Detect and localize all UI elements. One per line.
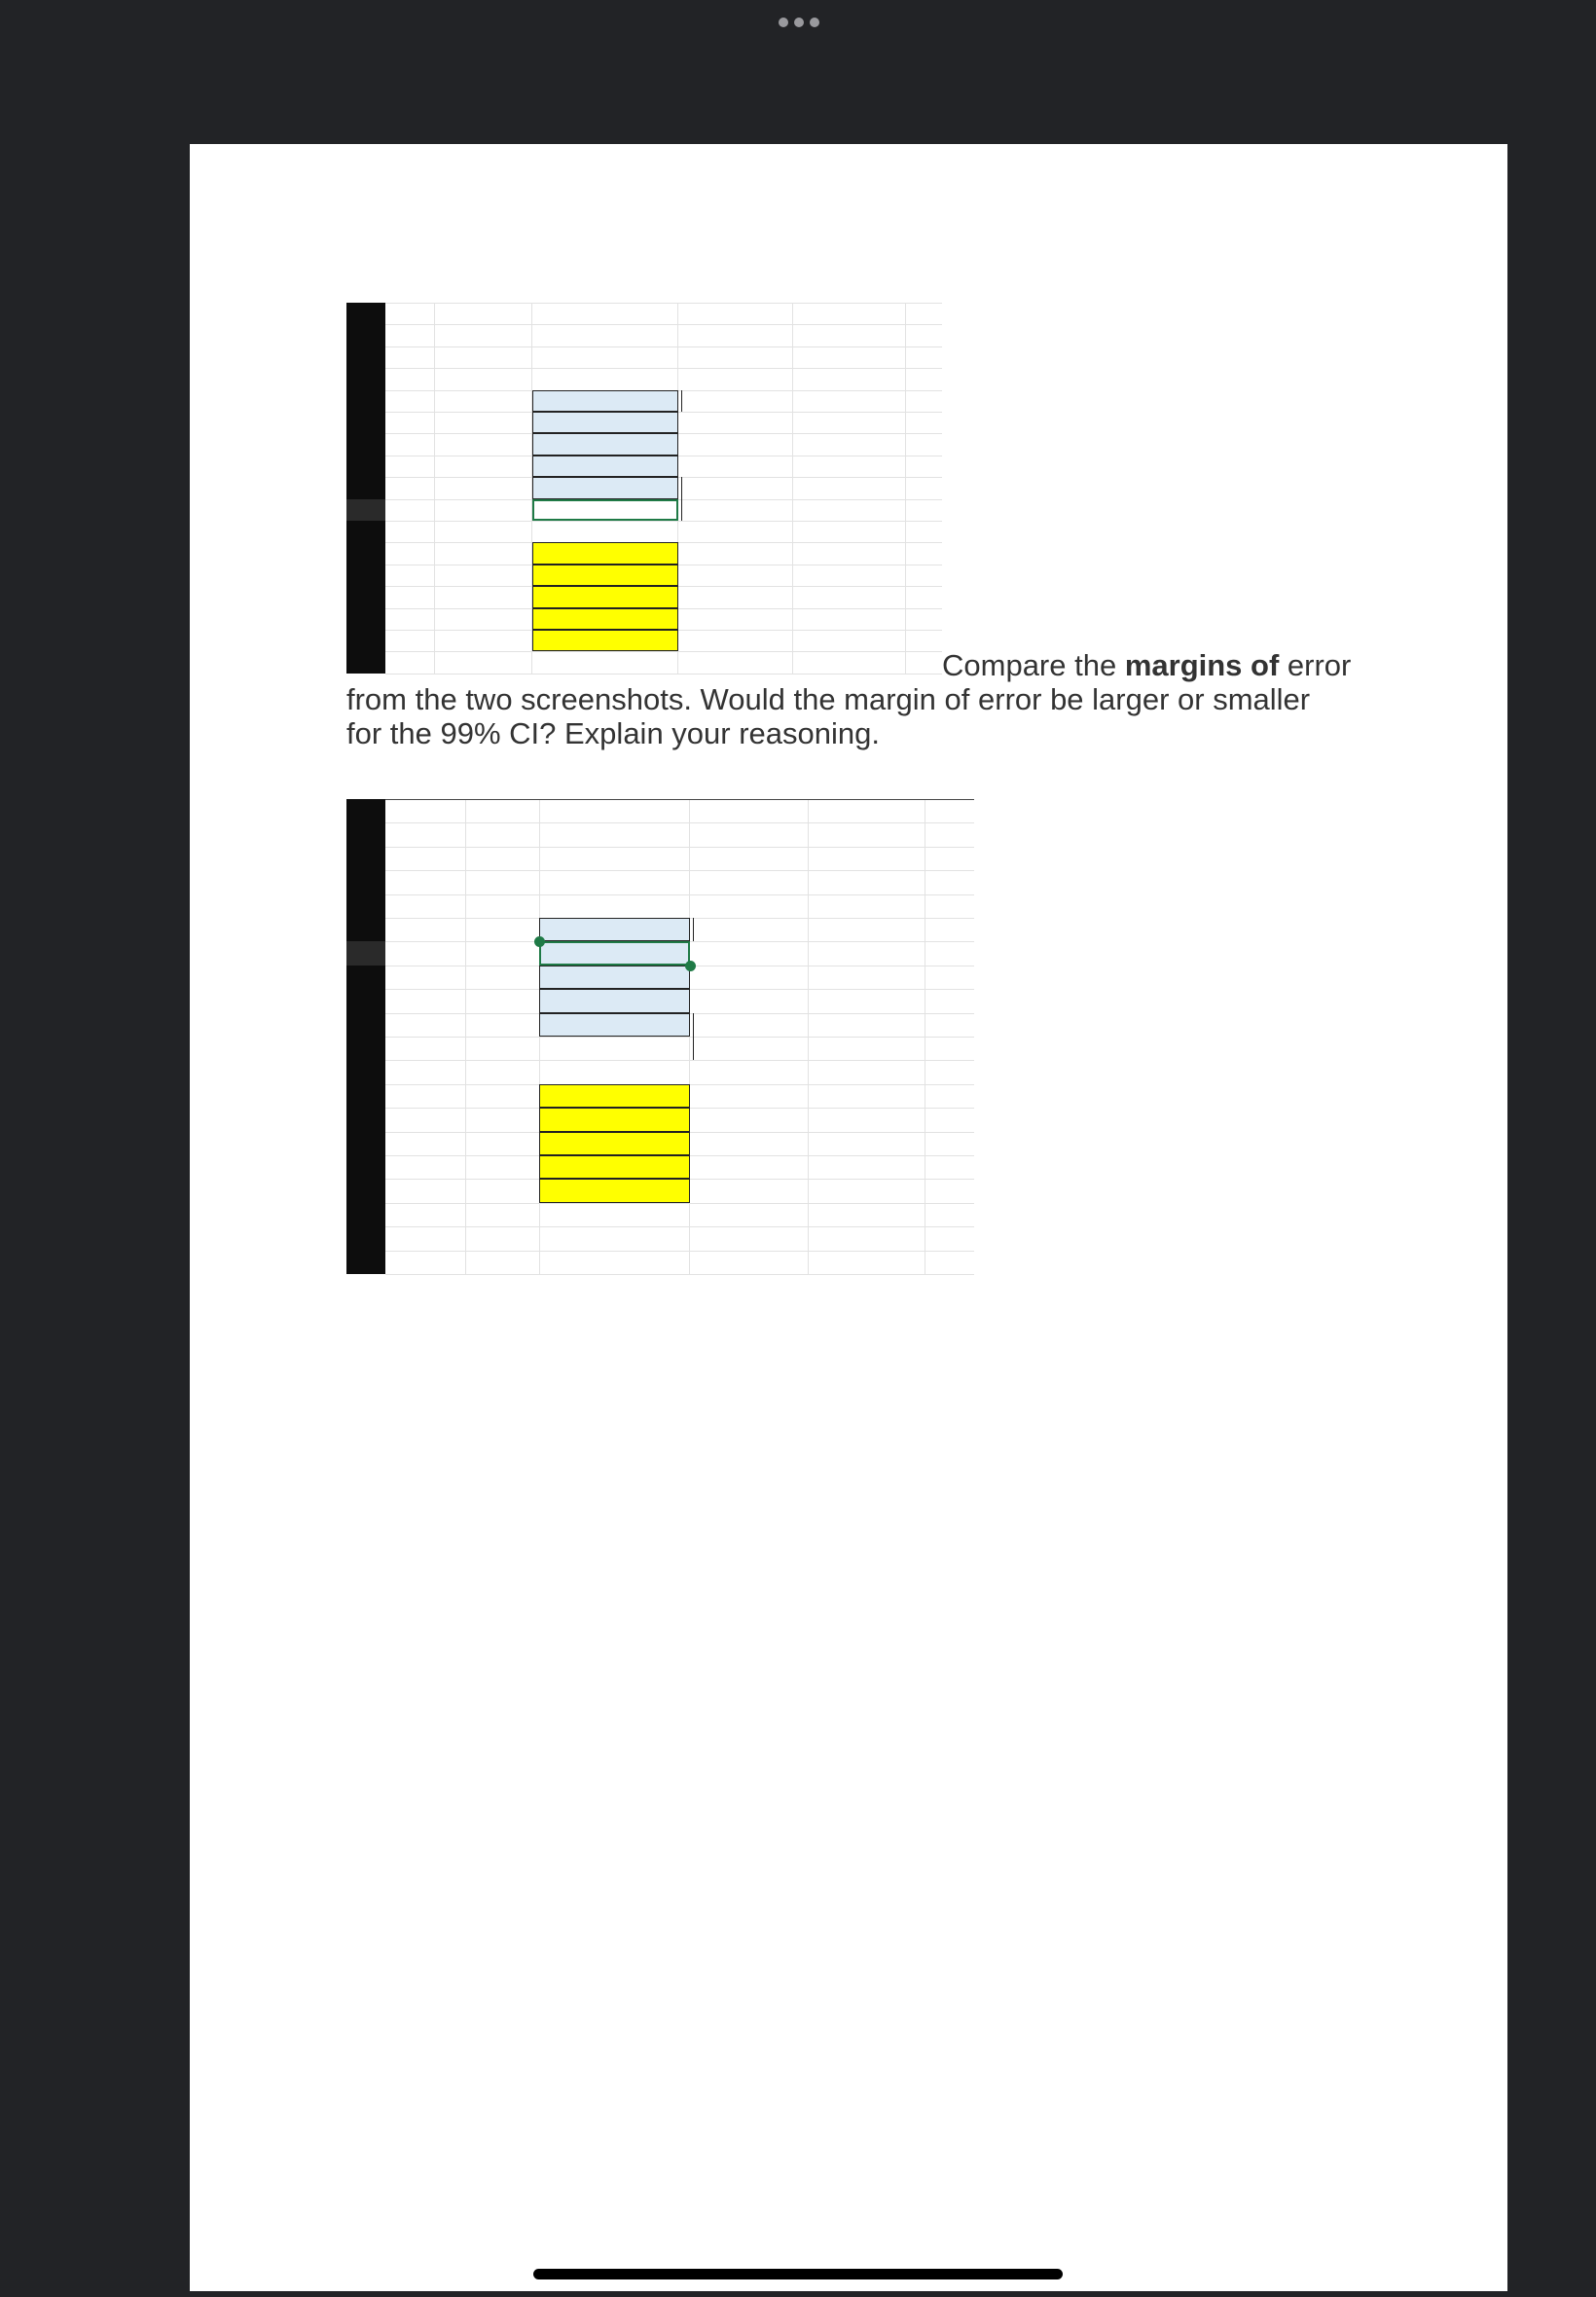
- row-header[interactable]: [346, 651, 385, 673]
- output-cell[interactable]: [539, 1108, 690, 1131]
- output-label: [405, 608, 530, 630]
- gridline: [385, 346, 942, 347]
- output-label: [405, 1108, 537, 1131]
- output-label: [405, 630, 530, 651]
- input-cell[interactable]: [532, 412, 678, 433]
- output-cell[interactable]: [539, 1084, 690, 1108]
- home-indicator[interactable]: [533, 2269, 1063, 2279]
- output-label: [405, 1084, 537, 1108]
- row-header[interactable]: [346, 521, 385, 542]
- output-cell[interactable]: [539, 1155, 690, 1179]
- input-cell[interactable]: [532, 433, 678, 455]
- input-label: [405, 477, 530, 498]
- gridline: [385, 1226, 974, 1227]
- output-cell[interactable]: [532, 565, 678, 586]
- row-header[interactable]: [346, 586, 385, 607]
- row-header[interactable]: [346, 303, 385, 324]
- gridline: [385, 1037, 974, 1038]
- gridline: [385, 1060, 974, 1061]
- row-header[interactable]: [346, 477, 385, 498]
- row-header[interactable]: [346, 799, 385, 822]
- gridline: [385, 894, 974, 895]
- gridline: [689, 799, 690, 1274]
- output-label: [405, 1155, 537, 1179]
- row-header[interactable]: [346, 941, 385, 965]
- input-label: [405, 941, 537, 965]
- input-note: [681, 477, 684, 498]
- input-label: [405, 390, 530, 412]
- more-options-icon[interactable]: [779, 18, 819, 29]
- row-header[interactable]: [346, 412, 385, 433]
- output-label: [405, 1179, 537, 1202]
- row-header[interactable]: [346, 1179, 385, 1202]
- gridline: [465, 799, 466, 1274]
- input-cell[interactable]: [532, 456, 678, 477]
- gridline: [385, 1274, 974, 1275]
- row-header[interactable]: [346, 390, 385, 412]
- row-header[interactable]: [346, 324, 385, 346]
- row-header[interactable]: [346, 847, 385, 870]
- input-label: [405, 456, 530, 477]
- row-header[interactable]: [346, 1226, 385, 1250]
- spreadsheet-screenshot-99: [346, 799, 974, 1284]
- input-label: [405, 412, 530, 433]
- gridline: [539, 799, 540, 1274]
- gridline: [808, 799, 809, 1274]
- gridline: [905, 303, 906, 674]
- row-header[interactable]: [346, 499, 385, 521]
- gridline: [385, 822, 974, 823]
- question-line-3: for the 99% CI? Explain your reasoning.: [346, 716, 880, 750]
- selection-border[interactable]: [539, 941, 690, 965]
- row-header[interactable]: [346, 966, 385, 989]
- input-cell[interactable]: [539, 966, 690, 989]
- row-header[interactable]: [346, 565, 385, 586]
- spreadsheet-screenshot-95: [346, 303, 942, 673]
- input-label: [405, 989, 537, 1012]
- gridline: [385, 674, 942, 675]
- input-cell[interactable]: [532, 390, 678, 412]
- output-label: [405, 586, 530, 607]
- row-header[interactable]: [346, 1037, 385, 1060]
- row-header[interactable]: [346, 608, 385, 630]
- input-cell[interactable]: [532, 477, 678, 498]
- output-cell[interactable]: [532, 608, 678, 630]
- row-header[interactable]: [346, 368, 385, 389]
- row-header[interactable]: [346, 542, 385, 564]
- input-note: [681, 499, 684, 521]
- row-header[interactable]: [346, 1132, 385, 1155]
- input-note: [693, 918, 696, 941]
- input-label: [405, 1013, 537, 1037]
- row-header[interactable]: [346, 1108, 385, 1131]
- input-label: [405, 966, 537, 989]
- row-header[interactable]: [346, 894, 385, 918]
- output-cell[interactable]: [532, 630, 678, 651]
- input-label: [405, 433, 530, 455]
- input-note: [693, 1013, 696, 1037]
- input-cell[interactable]: [539, 918, 690, 941]
- row-header[interactable]: [346, 630, 385, 651]
- row-header[interactable]: [346, 1155, 385, 1179]
- input-label: [405, 918, 537, 941]
- question-line-1: Compare the margins of error: [942, 648, 1352, 682]
- output-cell[interactable]: [532, 586, 678, 607]
- gridline: [792, 303, 793, 674]
- row-header[interactable]: [346, 1060, 385, 1083]
- gridline: [385, 847, 974, 848]
- row-header[interactable]: [346, 1013, 385, 1037]
- sheet-top-border: [385, 799, 974, 800]
- gridline: [385, 521, 942, 522]
- row-header[interactable]: [346, 870, 385, 893]
- gridline: [385, 303, 942, 304]
- output-cell[interactable]: [532, 542, 678, 564]
- question-line-2: from the two screenshots. Would the margin of error be larger or smaller: [346, 682, 1311, 716]
- gridline: [385, 368, 942, 369]
- row-header[interactable]: [346, 1084, 385, 1108]
- row-header[interactable]: [346, 456, 385, 477]
- selection-handle-bottom[interactable]: [685, 961, 696, 971]
- row-header[interactable]: [346, 1251, 385, 1274]
- output-label: [405, 1132, 537, 1155]
- gridline: [385, 1203, 974, 1204]
- input-cell[interactable]: [539, 989, 690, 1012]
- gridline: [385, 324, 942, 325]
- row-header[interactable]: [346, 346, 385, 368]
- gridline: [385, 870, 974, 871]
- output-label: [405, 565, 530, 586]
- input-note: [693, 1037, 696, 1060]
- gridline: [385, 651, 942, 652]
- input-note: [681, 390, 684, 412]
- output-cell[interactable]: [539, 1132, 690, 1155]
- input-cell[interactable]: [539, 1013, 690, 1037]
- row-header[interactable]: [346, 433, 385, 455]
- row-header[interactable]: [346, 822, 385, 846]
- gridline: [385, 1251, 974, 1252]
- output-cell[interactable]: [539, 1179, 690, 1202]
- row-header[interactable]: [346, 1203, 385, 1226]
- input-cell[interactable]: [532, 499, 678, 521]
- row-header[interactable]: [346, 989, 385, 1012]
- row-header[interactable]: [346, 918, 385, 941]
- output-label: [405, 542, 530, 564]
